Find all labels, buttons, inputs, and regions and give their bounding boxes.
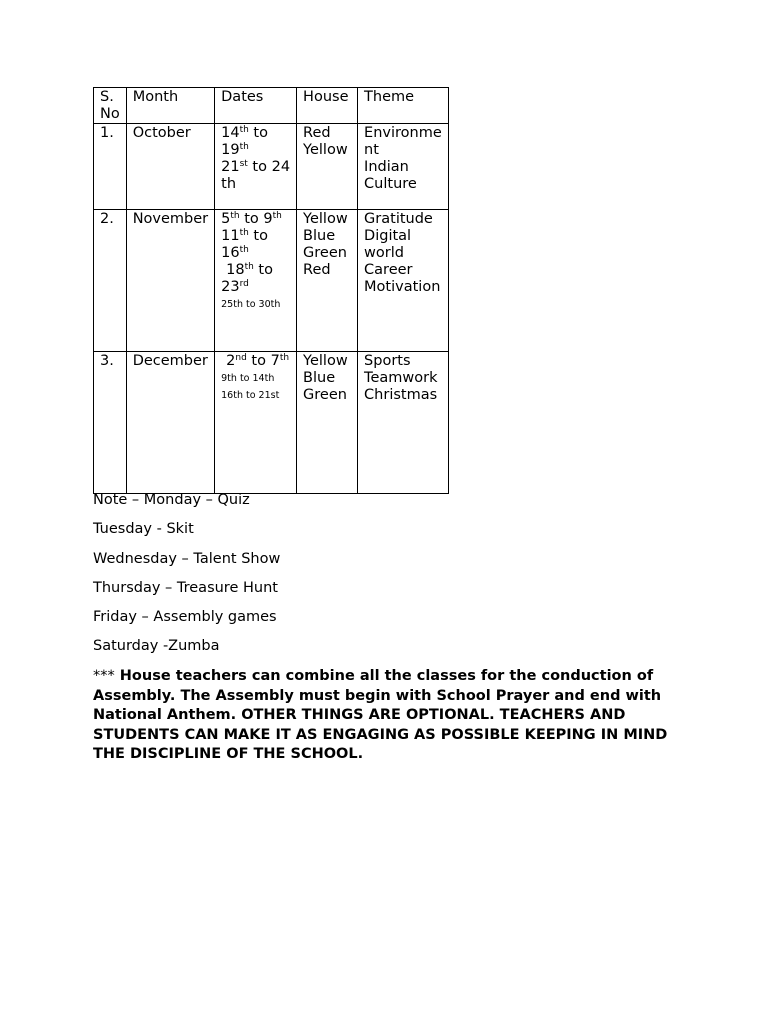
- row-themes: [358, 352, 449, 494]
- house-item: Green: [303, 245, 347, 261]
- theme-item: world: [364, 245, 404, 261]
- theme-item: Sports: [364, 353, 411, 369]
- table-header-row: [94, 88, 449, 124]
- date-range: 18th to: [226, 262, 273, 278]
- date-range-small: 9th to 14th: [221, 373, 275, 384]
- house-item: Red: [303, 262, 331, 278]
- row-month: October: [126, 124, 214, 210]
- theme-item: Motivation: [364, 279, 441, 295]
- row-month: November: [126, 210, 214, 352]
- date-range: 2nd to 7th: [226, 353, 290, 369]
- row-dates: [215, 210, 297, 352]
- date-range: 21st to 24: [221, 159, 291, 175]
- theme-item: Digital: [364, 228, 412, 244]
- theme-item: Christmas: [364, 387, 438, 403]
- date-range-end: 23rd: [221, 279, 249, 295]
- date-range-small: 25th to 30th: [221, 299, 281, 310]
- note-tuesday: Tuesday - Skit: [93, 521, 194, 537]
- note-friday: Friday – Assembly games: [93, 609, 277, 625]
- note-saturday: Saturday -Zumba: [93, 638, 220, 654]
- table-row: [94, 210, 449, 352]
- row-houses: [297, 124, 358, 210]
- date-range-end: th: [221, 176, 237, 192]
- theme-item: Indian: [364, 159, 409, 175]
- theme-item: Gratitude: [364, 211, 433, 227]
- table-row: [94, 352, 449, 494]
- date-range-small: 16th to 21st: [221, 390, 280, 401]
- note-monday: Note – Monday – Quiz: [93, 492, 250, 508]
- row-sno: 2.: [94, 210, 127, 352]
- date-range: 11th to: [221, 228, 268, 244]
- house-item: Green: [303, 387, 347, 403]
- assembly-schedule-table: [93, 87, 449, 494]
- note-wednesday: Wednesday – Talent Show: [93, 551, 281, 567]
- table-row: [94, 124, 449, 210]
- house-item: Yellow: [303, 142, 348, 158]
- date-range-end: 19th: [221, 142, 249, 158]
- theme-item: nt: [364, 142, 379, 158]
- assembly-instructions: [93, 667, 683, 765]
- row-sno: 1.: [94, 124, 127, 210]
- row-themes: [358, 210, 449, 352]
- header-house: House: [297, 88, 358, 124]
- row-dates: [215, 352, 297, 494]
- note-thursday: Thursday – Treasure Hunt: [93, 580, 278, 596]
- theme-item: Environme: [364, 125, 442, 141]
- header-month: Month: [126, 88, 214, 124]
- header-dates: Dates: [215, 88, 297, 124]
- row-houses: [297, 352, 358, 494]
- house-item: Yellow: [303, 353, 348, 369]
- house-item: Yellow: [303, 211, 348, 227]
- house-item: Blue: [303, 228, 336, 244]
- house-item: Blue: [303, 370, 336, 386]
- date-range: 14th to: [221, 125, 268, 141]
- header-theme: Theme: [358, 88, 449, 124]
- row-sno: 3.: [94, 352, 127, 494]
- date-range-end: 16th: [221, 245, 249, 261]
- theme-item: Teamwork: [364, 370, 438, 386]
- theme-item: Culture: [364, 176, 417, 192]
- theme-item: Career: [364, 262, 413, 278]
- row-month: December: [126, 352, 214, 494]
- row-houses: [297, 210, 358, 352]
- house-item: Red: [303, 125, 331, 141]
- header-sno: S. No: [94, 88, 127, 124]
- row-themes: [358, 124, 449, 210]
- date-range: 5th to 9th: [221, 211, 282, 227]
- instructions-text: House teachers can combine all the classes for the conduction of Assembly. The Assembly must begin with School Prayer and end with National Anthem. OTHER THINGS ARE OPTIONAL. TEACHERS AND STUDENTS CAN MAKE IT AS ENGAGING AS POSSIBLE KEEPING IN MIND THE DISCIPLINE OF THE SCHOOL.: [93, 668, 668, 762]
- instructions-prefix: ***: [93, 668, 115, 684]
- row-dates: [215, 124, 297, 210]
